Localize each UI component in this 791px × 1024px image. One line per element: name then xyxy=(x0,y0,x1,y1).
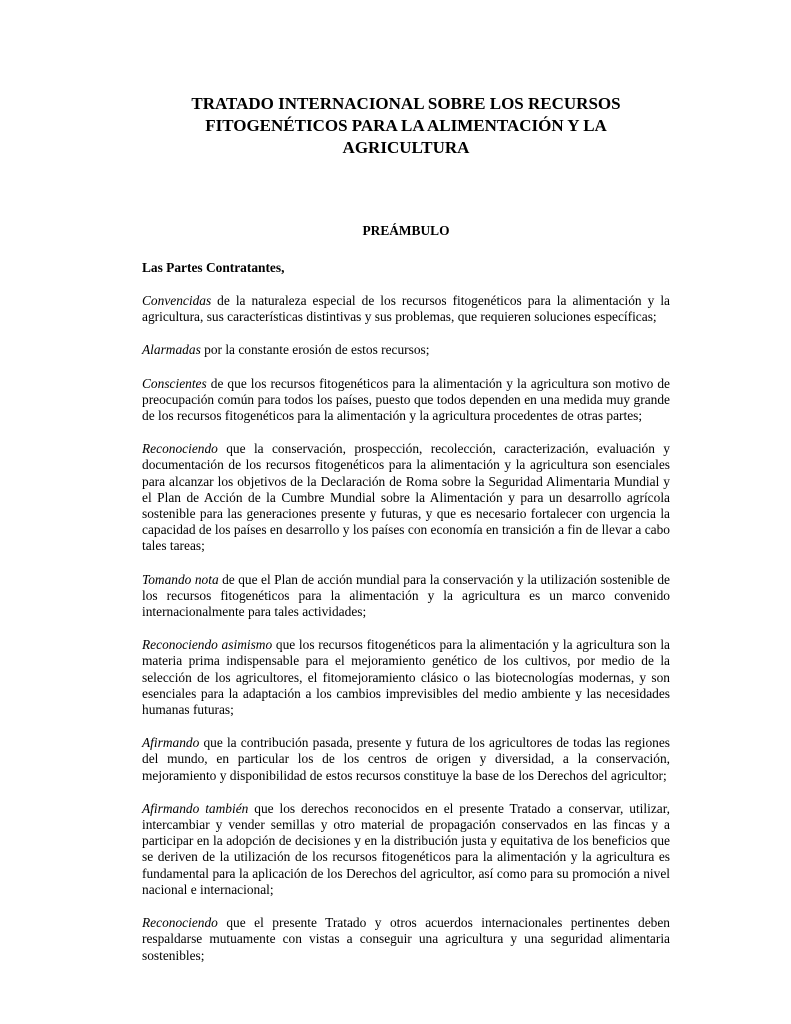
paragraph xyxy=(142,915,670,964)
paragraph-text: que la contribución pasada, presente y futura de los agricultores de todas las regiones del mundo, en particular los de los centros de origen y diversidad, a la conservación, mejoramiento y disponibilidad de estos recursos constituye la base de los Derechos del agricultor; xyxy=(142,735,670,783)
document-title xyxy=(142,93,670,159)
paragraph-text: por la constante erosión de estos recursos; xyxy=(200,342,430,358)
paragraph xyxy=(142,572,670,621)
paragraph-text: de que el Plan de acción mundial para la conservación y la utilización sostenible de los recursos fitogenéticos para la alimentación y la agricultura es un marco convenido internacionalmente para tales actividades; xyxy=(142,571,670,620)
title-line: AGRICULTURA xyxy=(342,138,470,157)
paragraph-text: que la conservación, prospección, recolección, caracterización, evaluación y documentación de los recursos fitogenéticos para la alimentación y la agricultura son esenciales para alcanzar los objetivos de la Declaración de Roma sobre la Seguridad Alimentaria Mundial y el Plan de Acción de la Cumbre Mundial sobre la Alimentación y para un desarrollo agrícola sostenible para las generaciones presente y futuras, y que es necesario fortalecer con urgencia la capacidad de los países en desarrollo y los países con economía en transición a fin de llevar a cabo tales tareas; xyxy=(142,441,670,554)
paragraph xyxy=(142,293,670,325)
paragraph-text: que el presente Tratado y otros acuerdos internacionales pertinentes deben respaldarse mutuamente con vistas a conseguir una agricultura y una seguridad alimentaria sostenibles; xyxy=(142,915,670,963)
paragraph xyxy=(142,441,670,554)
paragraph-lead: Afirmando xyxy=(142,735,200,751)
paragraph-lead: Reconociendo asimismo xyxy=(142,637,273,653)
paragraph-lead: Reconociendo xyxy=(142,915,218,931)
paragraph xyxy=(142,735,670,784)
paragraph xyxy=(142,801,670,898)
paragraph xyxy=(142,637,670,718)
title-line: FITOGENÉTICOS PARA LA ALIMENTACIÓN Y LA xyxy=(205,116,607,135)
paragraph-lead: Tomando nota xyxy=(142,571,219,587)
paragraph-lead: Alarmadas xyxy=(142,342,201,358)
paragraph-lead: Reconociendo xyxy=(142,441,218,457)
paragraph xyxy=(142,342,670,358)
paragraph-text: de que los recursos fitogenéticos para la alimentación y la agricultura son motivo de preocupación común para todos los países, puesto que todos dependen en una medida muy grande de los recursos fitogenéticos para la alimentación y la agricultura procedentes de otras partes; xyxy=(142,375,670,424)
preamble-heading: PREÁMBULO xyxy=(362,223,450,238)
paragraph-lead: Conscientes xyxy=(142,375,207,391)
paragraph xyxy=(142,376,670,425)
title-line: TRATADO INTERNACIONAL SOBRE LOS RECURSOS xyxy=(191,94,621,113)
document-page xyxy=(142,0,670,964)
paragraph-lead: Convencidas xyxy=(142,293,212,308)
parties-heading: Las Partes Contratantes, xyxy=(142,260,285,275)
paragraph-text: de la naturaleza especial de los recursos fitogenéticos para la alimentación y la agricultura, sus características distintivas y sus problemas, que requieren soluciones específicas; xyxy=(142,293,670,325)
paragraph-text: que los derechos reconocidos en el presente Tratado a conservar, utilizar, intercambiar y vender semillas y otro material de propagación conservados en las fincas y a participar en la adopción de decisiones y en la distribución justa y equitativa de los beneficios que se deriven de la utilización de los recursos fitogenéticos para la alimentación y la agricultura es fundamental para la aplicación de los Derechos del agricultor, así como para su promoción a nivel nacional e internacional; xyxy=(142,800,670,897)
paragraph-text: que los recursos fitogenéticos para la alimentación y la agricultura son la materia prima indispensable para el mejoramiento genético de los cultivos, por medio de la selección de los agricultores, el fitomejoramiento clásico o las biotecnologías modernas, y son esenciales para la adaptación a los cambios imprevisibles del medio ambiente y las necesidades humanas futuras; xyxy=(142,637,670,718)
paragraph-lead: Afirmando también xyxy=(142,800,249,816)
